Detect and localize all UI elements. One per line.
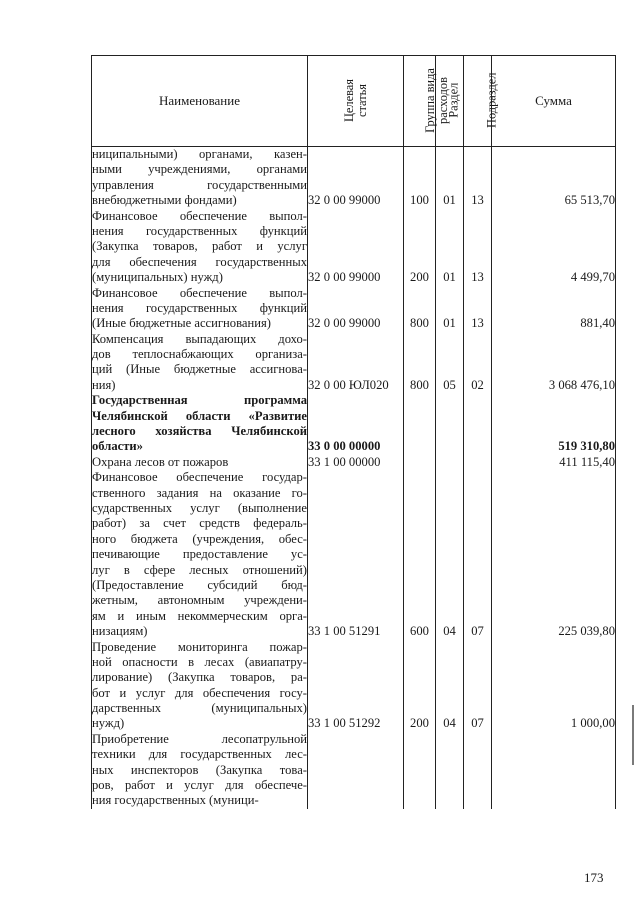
row-name-line: техники для государственных лес- — [92, 747, 307, 762]
row-expense-group — [404, 732, 436, 809]
header-section: Раздел — [436, 56, 464, 147]
row-subsection: 02 — [464, 332, 492, 394]
table-header-row — [92, 56, 616, 147]
row-expense-group: 800 — [404, 286, 436, 332]
row-target-article — [308, 732, 404, 809]
row-target-article: 33 1 00 00000 — [308, 455, 404, 470]
row-name-line: Челябинской области «Развитие — [92, 408, 307, 423]
row-name-cell — [92, 286, 308, 332]
row-expense-group — [404, 393, 436, 455]
row-section: 01 — [436, 286, 464, 332]
row-name-cell — [92, 732, 308, 809]
row-name-line: ственного задания на оказание го- — [92, 485, 307, 500]
row-target-article: 33 1 00 51292 — [308, 640, 404, 732]
row-sum: 411 115,40 — [492, 455, 616, 470]
row-name-line: для обеспечения государственных — [92, 254, 307, 269]
row-subsection: 07 — [464, 470, 492, 639]
row-subsection: 07 — [464, 640, 492, 732]
row-name-line: Охрана лесов от пожаров — [92, 454, 229, 469]
row-name-line: ния) — [92, 377, 116, 392]
row-name-line: Финансовое обеспечение государ- — [92, 470, 307, 485]
row-name-cell — [92, 147, 308, 209]
row-name-line: дов теплоснабжающих организа- — [92, 347, 307, 362]
row-subsection: 13 — [464, 209, 492, 286]
row-section: 04 — [436, 470, 464, 639]
row-name-cell — [92, 470, 308, 639]
row-name-line: ям и иным некоммерческим орга- — [92, 608, 307, 623]
table-body — [92, 147, 616, 809]
row-name-line: луг в сфере лесных отношений) — [92, 562, 307, 577]
row-name-cell — [92, 332, 308, 394]
row-name-line: Компенсация выпадающих дохо- — [92, 331, 307, 346]
row-subsection: 13 — [464, 147, 492, 209]
row-expense-group: 200 — [404, 640, 436, 732]
row-subsection — [464, 732, 492, 809]
row-target-article: 33 0 00 00000 — [308, 393, 404, 455]
row-name-line: работ) за счет средств федераль- — [92, 516, 307, 531]
table-row — [92, 732, 616, 809]
table-row — [92, 332, 616, 394]
row-name-line: ций (Иные бюджетные ассигнова- — [92, 362, 307, 377]
row-expense-group: 100 — [404, 147, 436, 209]
header-sum: Сумма — [492, 56, 616, 147]
row-target-article: 32 0 00 99000 — [308, 209, 404, 286]
row-name-cell — [92, 455, 308, 470]
row-name-line: ной опасности в лесах (авиапатру- — [92, 654, 307, 669]
page-number: 173 — [584, 870, 604, 885]
header-expense-group: Группа вида расходов — [404, 56, 436, 147]
row-name-cell — [92, 640, 308, 732]
row-target-article: 33 1 00 51291 — [308, 470, 404, 639]
row-expense-group: 200 — [404, 209, 436, 286]
table-row — [92, 393, 616, 455]
row-name-line: (муниципальных) нужд) — [92, 270, 223, 285]
table-row — [92, 470, 616, 639]
table-row — [92, 147, 616, 209]
table-row — [92, 209, 616, 286]
row-name-line: управления государственными — [92, 177, 307, 192]
row-name-line: дарственных (муниципальных) — [92, 701, 307, 716]
row-name-cell — [92, 209, 308, 286]
header-target-article: Целевая статья — [308, 56, 404, 147]
row-name-line: Государственная программа — [92, 393, 307, 408]
row-name-line: Финансовое обеспечение выпол- — [92, 285, 307, 300]
row-sum: 4 499,70 — [492, 209, 616, 286]
row-section — [436, 732, 464, 809]
row-subsection: 13 — [464, 286, 492, 332]
row-expense-group — [404, 455, 436, 470]
row-name-line: (Предоставление субсидий бюд- — [92, 577, 307, 592]
row-sum: 881,40 — [492, 286, 616, 332]
row-name-line: Финансовое обеспечение выпол- — [92, 208, 307, 223]
row-name-line: Проведение мониторинга пожар- — [92, 639, 307, 654]
row-subsection — [464, 393, 492, 455]
row-name-line: (Иные бюджетные ассигнования) — [92, 316, 271, 331]
budget-table — [91, 55, 616, 809]
row-name-line: сударственных услуг (выполнение — [92, 501, 307, 515]
row-sum: 519 310,80 — [492, 393, 616, 455]
row-section: 01 — [436, 209, 464, 286]
row-subsection — [464, 455, 492, 470]
table-row — [92, 286, 616, 332]
header-name: Наименование — [92, 56, 308, 147]
row-sum — [492, 732, 616, 809]
row-name-line: нужд) — [92, 716, 125, 731]
row-section: 05 — [436, 332, 464, 394]
row-name-line: (Закупка товаров, работ и услуг — [92, 239, 307, 254]
row-section — [436, 393, 464, 455]
row-sum: 1 000,00 — [492, 640, 616, 732]
row-name-line: ных инспекторов (Закупка това- — [92, 762, 307, 777]
row-name-line: лирование) (Закупка товаров, ра- — [92, 670, 307, 685]
row-name-line: нения государственных функций — [92, 223, 307, 238]
row-name-line: ниципальными) органами, казен- — [92, 147, 307, 161]
row-section: 04 — [436, 640, 464, 732]
row-name-line: ров, работ и услуг для обеспече- — [92, 778, 307, 793]
row-name-line: нения государственных функций — [92, 300, 307, 315]
row-target-article: 32 0 00 99000 — [308, 286, 404, 332]
table-row — [92, 455, 616, 470]
row-section — [436, 455, 464, 470]
table-row — [92, 640, 616, 732]
row-name-line: лесного хозяйства Челябинской — [92, 424, 307, 439]
row-name-line: области» — [92, 439, 143, 454]
row-expense-group: 600 — [404, 470, 436, 639]
row-name-line: ного бюджета (учреждения, обес- — [92, 531, 307, 546]
row-name-line: внебюджетными фондами) — [92, 193, 237, 208]
row-sum: 65 513,70 — [492, 147, 616, 209]
row-name-line: ния государственных (муници- — [92, 793, 259, 808]
header-subsection: Подраздел — [464, 56, 492, 147]
row-name-line: Приобретение лесопатрульной — [92, 731, 307, 746]
row-sum: 3 068 476,10 — [492, 332, 616, 394]
row-name-line: низациям) — [92, 624, 148, 639]
row-target-article: 32 0 00 99000 — [308, 147, 404, 209]
row-name-line: печивающие предоставление ус- — [92, 547, 307, 562]
scan-edge-mark — [632, 705, 634, 765]
row-sum: 225 039,80 — [492, 470, 616, 639]
row-name-line: ными учреждениями, органами — [92, 162, 307, 177]
row-section: 01 — [436, 147, 464, 209]
row-expense-group: 800 — [404, 332, 436, 394]
row-name-line: жетным, автономным учреждени- — [92, 593, 307, 608]
row-name-cell — [92, 393, 308, 455]
row-target-article: 32 0 00 ЮЛ020 — [308, 332, 404, 394]
row-name-line: бот и услуг для обеспечения госу- — [92, 685, 307, 700]
